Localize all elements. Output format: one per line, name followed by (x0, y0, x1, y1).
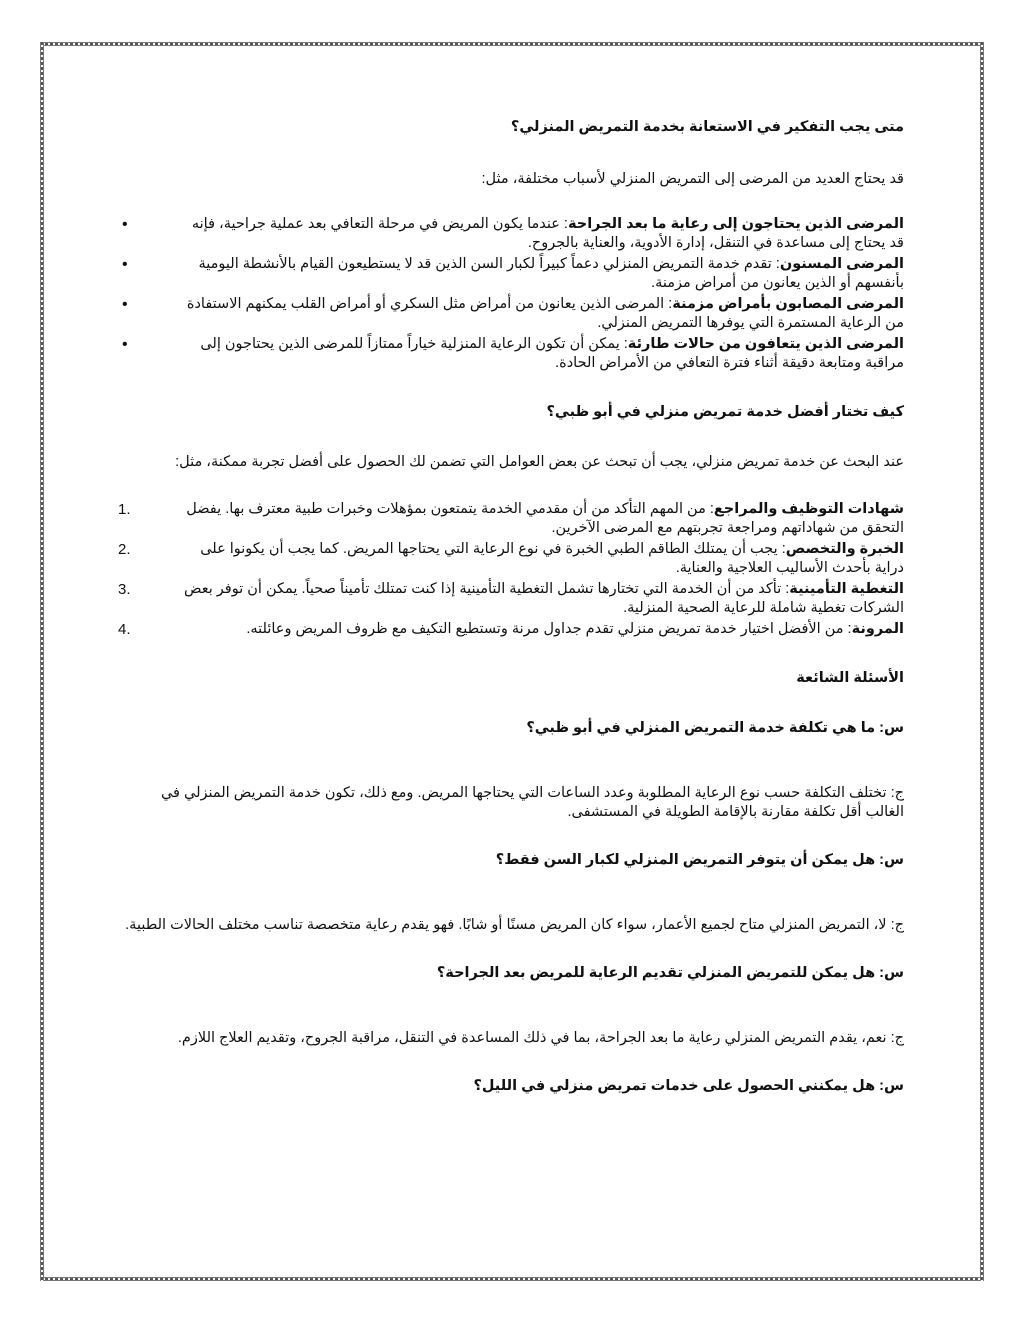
border-left (40, 42, 44, 1281)
item-text: : من المهم التأكد من أن مقدمي الخدمة يتمتعون بمؤهلات وخبرات طبية معترف بها. يفضل التحقق من شهاداتهم ومراجعة تجربتهم مع المرضى الآخرين. (186, 501, 904, 536)
item-title: شهادات التوظيف والمراجع (713, 501, 904, 517)
list-item (118, 580, 904, 618)
item-text: : تأكد من أن الخدمة التي تختارها تشمل التغطية التأمينية إذا كنت تمتلك تأميناً صحياً. يمكن أن توفر بعض الشركات تغطية شاملة للرعاية الصحية المنزلية. (183, 581, 904, 616)
list-item (122, 335, 904, 373)
item-text: : عندما يكون المريض في مرحلة التعافي بعد عملية جراحية، فإنه قد يحتاج إلى مساعدة في التنقل، إدارة الأدوية، والعناية بالجروح. (191, 216, 904, 251)
item-title: المرونة (851, 621, 904, 637)
item-number: 1. (118, 501, 131, 518)
item-text: : من الأفضل اختيار خدمة تمريض منزلي تقدم جداول مرنة وتستطيع التكيف مع ظروف المريض وعائلته. (246, 621, 852, 637)
border-top (40, 42, 984, 46)
item-text: : المرضى الذين يعانون من أمراض مثل السكري أو أمراض القلب يمكنهم الاستفادة من الرعاية المستمرة التي يوفرها التمريض المنزلي. (186, 296, 904, 331)
paragraph: قد يحتاج العديد من المرضى إلى التمريض المنزلي لأسباب مختلفة، مثل: (481, 171, 904, 187)
paragraph: عند البحث عن خدمة تمريض منزلي، يجب أن تبحث عن بعض العوامل التي تضمن لك الحصول على أفضل تجربة ممكنة، مثل: (175, 454, 904, 470)
border-right (980, 42, 984, 1281)
faq-heading: الأسئلة الشائعة (796, 670, 904, 686)
faq-question: س: هل يمكن للتمريض المنزلي تقديم الرعاية للمريض بعد الجراحة؟ (436, 965, 904, 981)
bullet-icon: • (122, 296, 128, 313)
numbered-list (120, 500, 904, 639)
list-item (118, 620, 904, 639)
section-heading: كيف تختار أفضل خدمة تمريض منزلي في أبو ظبي؟ (546, 404, 904, 420)
bullet-icon: • (122, 336, 128, 353)
list-item (122, 215, 904, 253)
faq-question: س: هل يمكنني الحصول على خدمات تمريض منزلي في الليل؟ (473, 1078, 904, 1094)
item-text: : يجب أن يمتلك الطاقم الطبي الخبرة في نوع الرعاية التي يحتاجها المريض. كما يجب أن يكونوا على دراية بأحدث الأساليب العلاجية والعناية. (200, 541, 904, 576)
item-title: المرضى الذين يتعافون من حالات طارئة (627, 336, 904, 352)
item-number: 4. (118, 621, 131, 638)
item-title: المرضى المسنون (779, 256, 904, 272)
item-text: : يمكن أن تكون الرعاية المنزلية خياراً ممتازاً للمرضى الذين يحتاجون إلى مراقبة ومتابعة دقيقة أثناء فترة التعافي من الأمراض الحادة. (200, 336, 904, 371)
item-title: الخبرة والتخصص (785, 541, 904, 557)
list-item (122, 255, 904, 293)
bullet-icon: • (122, 216, 128, 233)
faq-question: س: ما هي تكلفة خدمة التمريض المنزلي في أبو ظبي؟ (526, 720, 904, 736)
list-item (118, 500, 904, 538)
item-number: 3. (118, 581, 131, 598)
document-body (120, 118, 904, 1096)
faq-answer: ج: لا، التمريض المنزلي متاح لجميع الأعمار، سواء كان المريض مسنًا أو شابًا. فهو يقدم رعاية متخصصة تناسب مختلف الحالات الطبية. (125, 917, 904, 933)
item-number: 2. (118, 541, 131, 558)
list-item (122, 295, 904, 333)
item-title: التغطية التأمينية (789, 581, 904, 597)
item-title: المرضى المصابون بأمراض مزمنة (672, 296, 904, 312)
section-heading: متى يجب التفكير في الاستعانة بخدمة التمريض المنزلي؟ (510, 119, 904, 135)
faq-answer: ج: نعم، يقدم التمريض المنزلي رعاية ما بعد الجراحة، بما في ذلك المساعدة في التنقل، مراقبة الجروح، وتقديم العلاج اللازم. (177, 1030, 904, 1046)
list-item (118, 540, 904, 578)
bullet-list (120, 215, 904, 373)
faq-question: س: هل يمكن أن يتوفر التمريض المنزلي لكبار السن فقط؟ (495, 852, 904, 868)
item-title: المرضى الذين يحتاجون إلى رعاية ما بعد الجراحة (567, 216, 904, 232)
bullet-icon: • (122, 256, 128, 273)
border-bottom (40, 1277, 984, 1281)
item-text: : تقدم خدمة التمريض المنزلي دعماً كبيراً لكبار السن الذين قد لا يستطيعون القيام بالأنشطة اليومية بأنفسهم أو الذين يعانون من أمراض مزمنة. (198, 256, 904, 291)
faq-answer: ج: تختلف التكلفة حسب نوع الرعاية المطلوبة وعدد الساعات التي يحتاجها المريض. ومع ذلك، تكون خدمة التمريض المنزلي في الغالب أقل تكلفة مقارنة بالإقامة الطويلة في المستشفى. (160, 785, 904, 820)
